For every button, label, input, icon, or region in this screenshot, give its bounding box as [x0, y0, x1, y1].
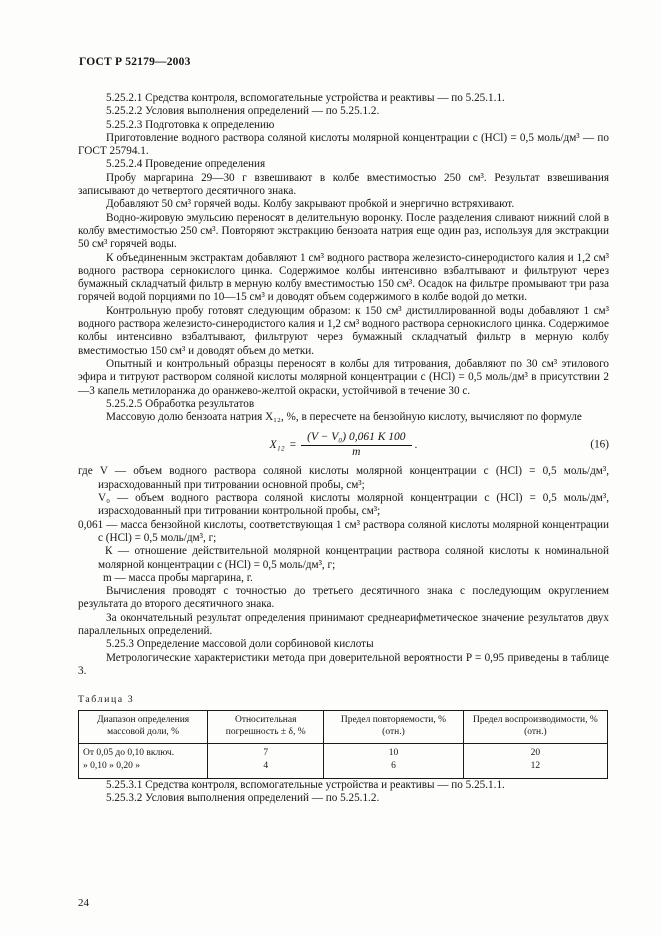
cell-repeatability-2: 6: [324, 760, 464, 778]
formula-equals-sign: =: [289, 438, 297, 451]
paragraph-preparation: Приготовление водного раствора соляной кислоты молярной концентрации с (HCl) = 0,5 моль/дм³ — по ГОСТ 25794.1.: [78, 131, 609, 158]
formula-denominator: m: [352, 446, 361, 459]
table-header-row: [79, 711, 608, 743]
table-label: Таблица 3: [78, 694, 135, 706]
cell-range-1: От 0,05 до 0,10 включ.: [79, 743, 208, 760]
column-header-range: Диапазон определения массовой доли, %: [79, 711, 208, 743]
paragraph-5-25-3-1: 5.25.3.1 Средства контроля, вспомогательные устройства и реактивы — по 5.25.1.1.: [106, 778, 505, 791]
cell-repeatability-1: 10: [324, 743, 464, 760]
column-header-reproducibility: Предел воспроизводимости, % (отн.): [463, 711, 607, 743]
cell-reproducibility-2: 12: [463, 760, 607, 778]
paragraph-calculation-precision: Вычисления проводят с точностью до третьего десятичного знака с последующим округлением результата до второго десятичного знака.: [78, 585, 609, 611]
definition-k: К — отношение действительной молярной концентрации раствора соляной кислоты к номинальной молярной концентрации с (HCl) = 0,5 моль/дм³, г;: [98, 545, 609, 571]
cell-reproducibility-1: 20: [463, 743, 607, 760]
definition-v: где V — объем водного раствора соляной кислоты молярной концентрации с (HCl) = 0,5 моль/дм³, израсходованный при титровании основной пробы, см³;: [78, 465, 609, 491]
definition-0-061: 0,061 — масса бензойной кислоты, соответствующая 1 см³ раствора соляной кислоты молярной концентрации с (HCl) = 0,5 моль/дм³, г;: [78, 518, 609, 544]
paragraph-5-25-2-4: 5.25.2.4 Проведение определения: [106, 158, 266, 171]
formula-expression: [270, 431, 418, 460]
paragraph-5-25-3-2: 5.25.3.2 Условия выполнения определений — по 5.25.1.2.: [106, 792, 380, 805]
table-row: [79, 760, 608, 778]
column-header-relative-error: Относительная погрешность ± δ, %: [208, 711, 324, 743]
paragraph-5-25-2-1: 5.25.2.1 Средства контроля, вспомогательные устройства и реактивы — по 5.25.1.1.: [106, 92, 505, 104]
paragraph-sample-weighing: Пробу маргарина 29—30 г взвешивают в колбе вместимостью 250 см³. Результат взвешивания записывают до четвертого десятичного знака.: [78, 171, 609, 198]
formula-lhs: X₁₂: [269, 438, 285, 451]
column-header-repeatability: Предел повторяемости, % (отн.): [324, 711, 464, 743]
paragraph-emulsion: Водно-жировую эмульсию переносят в делительную воронку. После разделения сливают нижний слой в колбу вместимостью 250 см³. Повторяют экстракцию бензоата натрия еще один раз, используя для экстракции 50 см³ горячей воды.: [78, 211, 609, 251]
paragraph-final-result: За окончательный результат определения принимают среднеарифметическое значение результатов двух параллельных определений.: [78, 611, 609, 637]
standard-number-header: ГОСТ Р 52179—2003: [79, 56, 191, 68]
formula-16: [78, 428, 609, 462]
paragraph-formula-intro: Массовую долю бензоата натрия X₁₂, %, в пересчете на бензойную кислоту, вычисляют по формуле: [106, 411, 582, 424]
document-content: [78, 92, 609, 805]
paragraph-5-25-2-5: 5.25.2.5 Обработка результатов: [106, 397, 255, 410]
paragraph-5-25-2-3: 5.25.2.3 Подготовка к определению: [106, 118, 275, 131]
paragraph-5-25-3: 5.25.3 Определение массовой доли сорбиновой кислоты: [106, 638, 374, 651]
table-row: [79, 743, 608, 760]
formula-period: .: [414, 438, 418, 451]
formula-number: (16): [590, 438, 609, 451]
paragraph-hot-water: Добавляют 50 см³ горячей воды. Колбу закрывают пробкой и энергично встряхивают.: [106, 198, 515, 211]
formula-numerator: (V − V₀) 0,061 К 100: [301, 431, 411, 446]
cell-error-1: 7: [208, 743, 324, 760]
definition-v0: V₀ — объем водного раствора соляной кислоты молярной концентрации с (HCl) = 0,5 моль/дм³, израсходованный при титровании контрольной пробы, см³;: [98, 492, 609, 518]
definition-m: m — масса пробы маргарина, г.: [103, 571, 253, 584]
paragraph-titration: Опытный и контрольный образцы переносят в колбы для титрования, добавляют по 30 см³ этилового эфира и титруют раствором соляной кислоты молярной концентрации с (HCl) = 0,5 моль/дм³ в присутствии 2—3 капель метилоранжа до оранжево-желтой окраски, устойчивой в течение 30 с.: [78, 357, 609, 397]
paragraph-extracts: К объединенным экстрактам добавляют 1 см³ водного раствора железисто-синеродистого калия и 1,2 см³ водного раствора сернокислого цинка. Содержимое колбы интенсивно взбалтывают и фильтруют через бумажный складчатый фильтр в мерную колбу вместимостью 150 см³. Осадок на фильтре промывают три раза горячей водой порциями по 10—15 см³ и доводят объем содержимого в колбе водой до метки.: [78, 251, 609, 304]
paragraph-metrology-intro: Метрологические характеристики метода при доверительной вероятности P = 0,95 приведены в таблице 3.: [78, 651, 609, 677]
paragraph-control-sample: Контрольную пробу готовят следующим образом: к 150 см³ дистиллированной воды добавляют 1 см³ водного раствора железисто-синеродистого калия и 1,2 см³ водного раствора сернокислого цинка. Содержимое колбы интенсивно взбалтывают, фильтруют через бумажный складчатый фильтр в мерную колбу вместимостью 150 см³ и доводят объем до метки.: [78, 304, 609, 357]
cell-range-2: » 0,10 » 0,20 »: [79, 760, 208, 778]
formula-fraction: [301, 431, 411, 460]
cell-error-2: 4: [208, 760, 324, 778]
paragraph-5-25-2-2: 5.25.2.2 Условия выполнения определений — по 5.25.1.2.: [106, 105, 380, 118]
metrology-characteristics-table: [78, 710, 608, 778]
page-number: 24: [78, 897, 89, 909]
